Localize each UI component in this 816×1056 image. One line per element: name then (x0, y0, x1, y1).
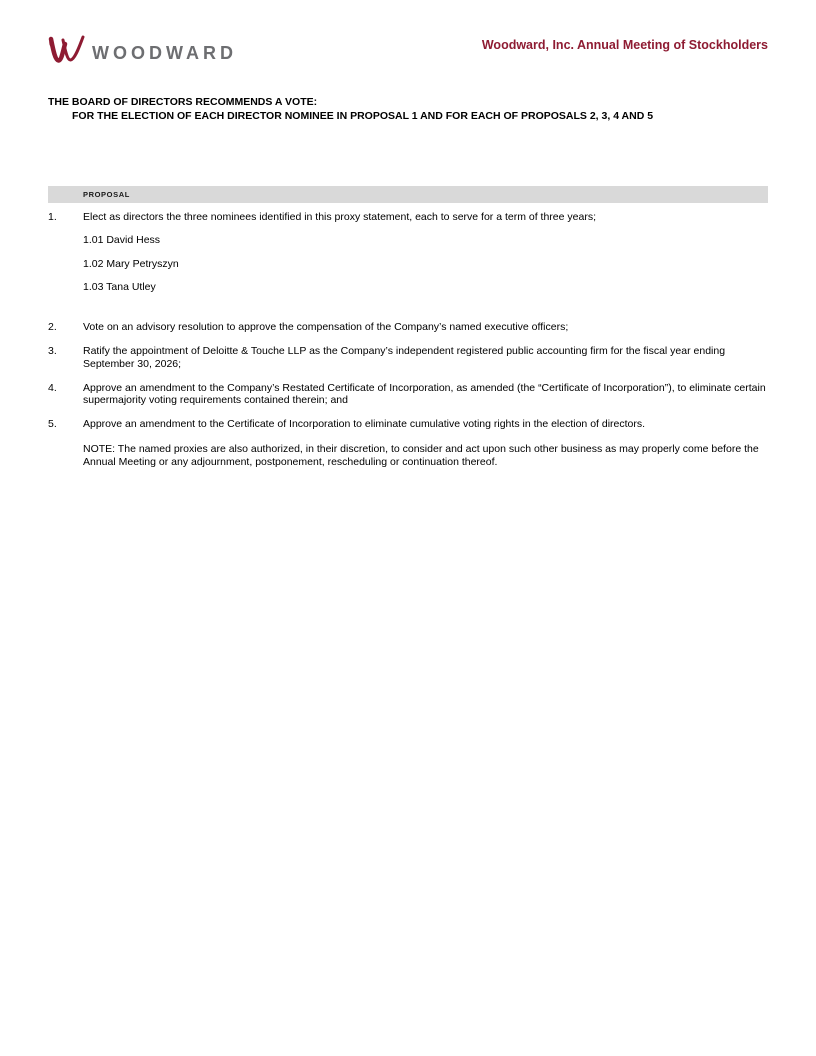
page-header (48, 34, 768, 66)
nominee-item: 1.03 Tana Utley (83, 281, 156, 294)
proposal-row-4 (48, 382, 768, 408)
proposal-row-3 (48, 345, 768, 371)
note-text: NOTE: The named proxies are also authorized, in their discretion, to consider and act upon such other business as may properly come before the Annual Meeting or any adjournment, postponement, rescheduling or continuation thereof. (83, 442, 759, 468)
proposal-number: 5. (48, 418, 57, 431)
proposal-text: Approve an amendment to the Company’s Restated Certificate of Incorporation, as amended (the “Certificate of Incorporation”), to eliminate certain supermajority voting requirements contained therein; and (83, 381, 766, 407)
board-recommendation (48, 96, 768, 122)
proposal-number: 2. (48, 321, 57, 334)
logo-wordmark: WOODWARD (92, 42, 237, 63)
proposal-text: Approve an amendment to the Certificate of Incorporation to eliminate cumulative voting rights in the election of directors. (83, 418, 646, 431)
nominee-list (83, 234, 768, 294)
recommendation-heading: THE BOARD OF DIRECTORS RECOMMENDS A VOTE: (48, 96, 318, 108)
meeting-title: Woodward, Inc. Annual Meeting of Stockholders (481, 38, 768, 52)
proposal-text: Elect as directors the three nominees identified in this proxy statement, each to serve for a term of three years; (83, 211, 596, 223)
woodward-w-icon (48, 34, 86, 66)
proposal-number: 1. (48, 211, 57, 223)
woodward-logo (48, 34, 237, 66)
proposal-number: 4. (48, 381, 57, 394)
nominee-item: 1.02 Mary Petryszyn (83, 257, 179, 270)
proposal-row-1 (48, 211, 768, 224)
proposal-header-label: PROPOSAL (83, 190, 130, 199)
proposal-row-5 (48, 418, 768, 431)
nominee-item: 1.01 David Hess (83, 233, 161, 246)
proposal-text: Ratify the appointment of Deloitte & Touche LLP as the Company’s independent registered public accounting firm for the fiscal year ending September 30, 2026; (83, 344, 726, 370)
proposal-list (48, 211, 768, 469)
proposal-header-bar (48, 186, 768, 203)
recommendation-subheading: FOR THE ELECTION OF EACH DIRECTOR NOMINEE IN PROPOSAL 1 AND FOR EACH OF PROPOSALS 2, 3, 4 AND 5 (72, 110, 654, 122)
proposal-number: 3. (48, 344, 57, 357)
proposal-text: Vote on an advisory resolution to approve the compensation of the Company’s named executive officers; (83, 321, 569, 334)
proposal-row-2 (48, 321, 768, 334)
